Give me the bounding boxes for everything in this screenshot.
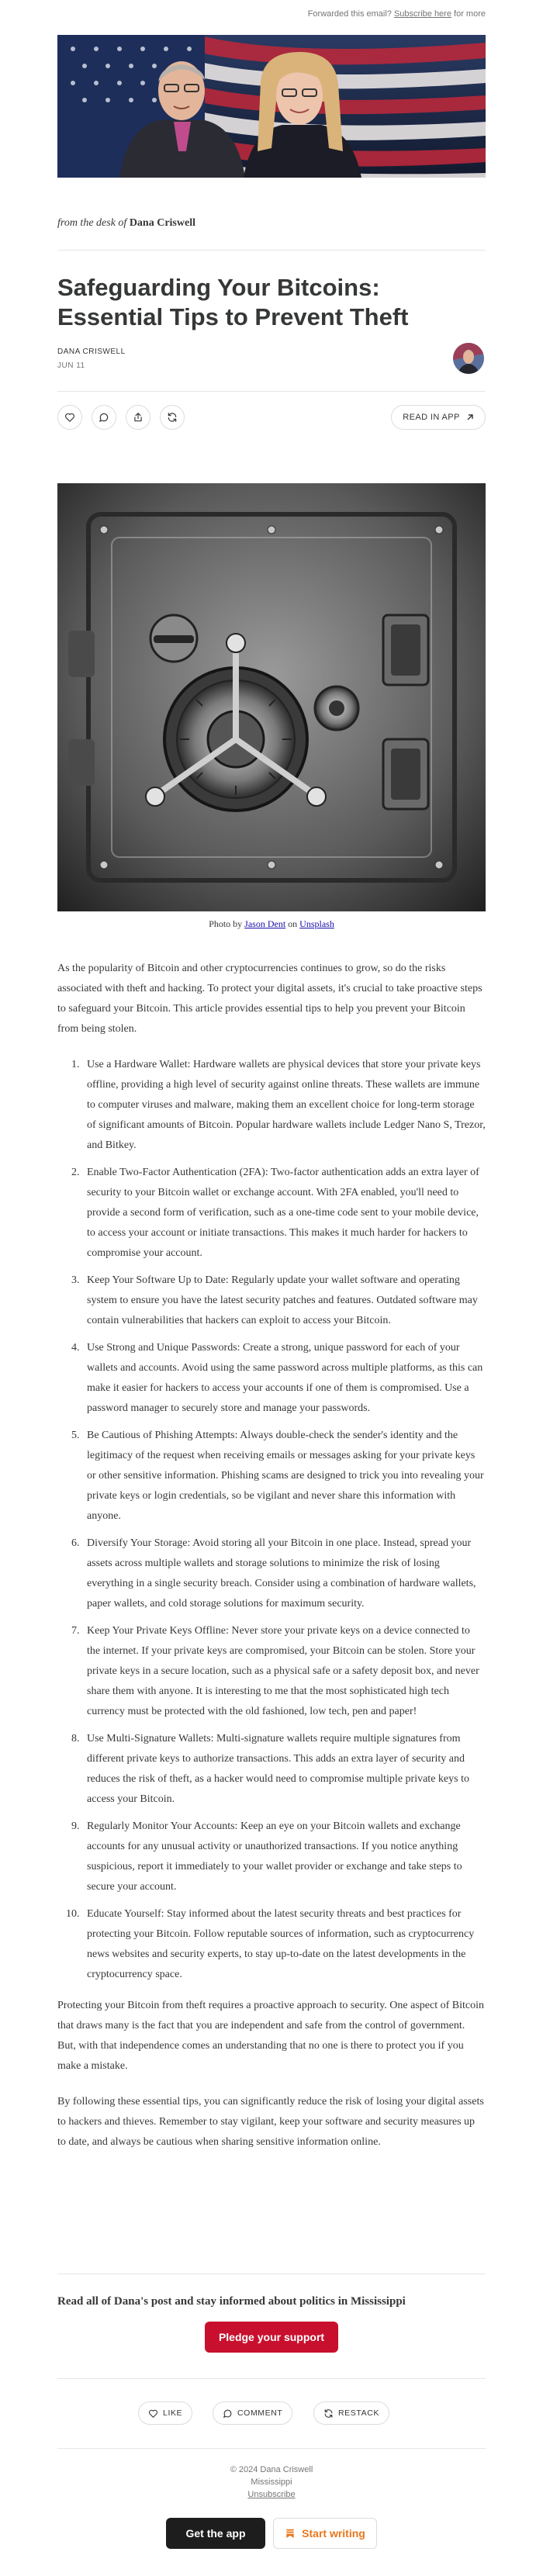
comment-icon xyxy=(223,2408,233,2419)
subscribe-link[interactable]: Subscribe here xyxy=(393,9,451,19)
from-prefix: from the desk of xyxy=(57,217,127,229)
heart-icon xyxy=(148,2408,158,2419)
comment-icon-button[interactable] xyxy=(92,405,116,430)
copyright-text: © 2024 Dana Criswell xyxy=(230,2465,313,2474)
caption-prefix: Photo by xyxy=(209,918,243,929)
caption-on: on xyxy=(288,918,298,929)
tip-item: 2. Enable Two-Factor Authentication (2FA): Two-factor authentication adds an extra layer of security to your Bitcoin wallet or exchange account. With 2FA enabled, you'll need to provide a second form of verification, such as a one-time code sent to your mobile device, to access your account or initiate transactions. This makes it much harder for hackers to compromise your account. xyxy=(82,1163,486,1264)
like-label: LIKE xyxy=(163,2408,183,2418)
get-the-app-button[interactable]: Get the app xyxy=(166,2518,265,2549)
comment-icon xyxy=(99,412,109,423)
share-icon-button[interactable] xyxy=(126,405,150,430)
divider xyxy=(57,2273,486,2274)
from-desk-line xyxy=(57,217,195,230)
divider xyxy=(57,250,486,251)
tip-item: 5. Be Cautious of Phishing Attempts: Always double-check the sender's identity and the legitimacy of the request when receiving emails or messages asking for your private keys or other sensitive information. Phishing scams are designed to trick you into revealing your private keys or login credentials, so be vigilant and never share this information with anyone. xyxy=(82,1426,486,1527)
like-icon-button[interactable] xyxy=(57,405,82,430)
comment-button[interactable] xyxy=(213,2401,292,2425)
post-author[interactable]: DANA CRISWELL xyxy=(57,348,126,356)
tip-item: 10. Educate Yourself: Stay informed about the latest security threats and best practices for protecting your Bitcoin. Follow reputable sources of information, such as cryptocurrency news websites and security experts, to stay up-to-date on the latest developments in the cryptocurrency space. xyxy=(82,1904,486,1985)
forward-suffix: for more xyxy=(454,9,486,19)
author-avatar[interactable] xyxy=(453,343,484,374)
like-button[interactable] xyxy=(138,2401,192,2425)
photo-caption xyxy=(57,918,486,930)
restack-icon xyxy=(167,412,178,423)
header-photo xyxy=(57,35,486,178)
body-paragraph: Protecting your Bitcoin from theft requires a proactive approach to security. One aspect of Bitcoin that draws many is the fact that you are independent and safe from the control of government. But, with that independence comes an understanding that no one is there to protect you if you make a mistake. xyxy=(57,2000,484,2072)
divider xyxy=(57,2378,486,2379)
tip-item: 1. Use a Hardware Wallet: Hardware wallets are physical devices that store your private keys offline, providing a high level of security against online threats. These wallets are immune to computer viruses and malware, making them an excellent choice for long-term storage of significant amounts of Bitcoin. Popular hardware wallets include Ledger Nano S, Trezor, and Bitkey. xyxy=(82,1055,486,1156)
divider xyxy=(57,2448,486,2449)
read-in-app-button[interactable] xyxy=(391,405,486,430)
location-text: Mississippi xyxy=(251,2477,292,2487)
body-paragraph: By following these essential tips, you can significantly reduce the risk of losing your digital assets to hackers and thieves. Remember to stay vigilant, keep your software and security measures up to date, and always be cautious when sharing sensitive information online. xyxy=(57,2096,484,2148)
substack-logo-icon xyxy=(285,2528,296,2539)
tips-list xyxy=(57,1055,486,1985)
post-title[interactable]: Safeguarding Your Bitcoins: Essential Tips to Prevent Theft xyxy=(57,274,409,330)
intro-paragraph: As the popularity of Bitcoin and other cryptocurrencies continues to grow, so do the risks associated with theft and hacking. To protect your digital assets, it's crucial to take proactive steps to safeguard your Bitcoin. This article provides essential tips to help you prevent your Bitcoin from being stolen. xyxy=(57,963,482,1035)
from-author: Dana Criswell xyxy=(129,217,195,229)
tip-item: 8. Use Multi-Signature Wallets: Multi-signature wallets require multiple signatures from different private keys to authorize transactions. This adds an extra layer of security and reduces the risk of theft, as a hacker would need to compromise multiple private keys to access your Bitcoin. xyxy=(82,1729,486,1810)
read-in-app-label: READ IN APP xyxy=(403,413,460,422)
arrow-up-right-icon xyxy=(466,413,474,421)
subscribe-cta-text: Read all of Dana's post and stay informed about politics in Mississippi xyxy=(57,2295,406,2308)
vault-door-photo[interactable] xyxy=(57,483,486,911)
article-body xyxy=(57,959,486,2168)
share-icon xyxy=(133,412,144,423)
tip-item: 7. Keep Your Private Keys Offline: Never store your private keys on a device connected to the internet. If your private keys are compromised, your Bitcoin can be stolen. Store your private keys in a secure location, such as a physical safe or a safety deposit box, and never share them with anyone. It is interesting to me that the most sophisticated high tech currency must be protected with the old fashioned, low tech, pen and paper! xyxy=(82,1621,486,1722)
post-date: JUN 11 xyxy=(57,361,85,370)
forward-text: Forwarded this email? xyxy=(307,9,392,19)
unsplash-link[interactable]: Unsplash xyxy=(299,918,334,929)
restack-button[interactable] xyxy=(313,2401,389,2425)
pledge-support-button[interactable]: Pledge your support xyxy=(205,2322,338,2353)
start-writing-label: Start writing xyxy=(302,2527,365,2540)
restack-icon-button[interactable] xyxy=(160,405,185,430)
tip-item: 9. Regularly Monitor Your Accounts: Keep an eye on your Bitcoin wallets and exchange accounts for any unusual activity or unauthorized transactions. If you notice anything suspicious, report it immediately to your wallet provider or exchange and take steps to secure your account. xyxy=(82,1817,486,1897)
restack-icon xyxy=(323,2408,334,2419)
start-writing-button[interactable] xyxy=(273,2518,377,2549)
unsubscribe-link[interactable]: Unsubscribe xyxy=(247,2490,296,2499)
heart-icon xyxy=(64,412,75,423)
comment-label: COMMENT xyxy=(237,2408,283,2418)
tip-item: 3. Keep Your Software Up to Date: Regularly update your wallet software and operating system to ensure you have the latest security patches and features. Outdated software may contain vulnerabilities that hackers can exploit to access your Bitcoin. xyxy=(82,1271,486,1331)
forward-notice xyxy=(0,9,486,19)
divider xyxy=(57,391,486,392)
tip-item: 6. Diversify Your Storage: Avoid storing all your Bitcoin in one place. Instead, spread your assets across multiple wallets and storage solutions to minimize the risk of losing everything in a single security breach. Consider using a combination of hardware wallets, paper wallets, and cold storage solutions for maximum security. xyxy=(82,1533,486,1614)
tip-item: 4. Use Strong and Unique Passwords: Create a strong, unique password for each of your wallets and accounts. Avoid using the same password across multiple platforms, as this can make it easier for hackers to access your accounts if one of them is compromised. Use a password manager to securely store and manage your passwords. xyxy=(82,1338,486,1419)
restack-label: RESTACK xyxy=(338,2408,380,2418)
email-footer xyxy=(57,2464,486,2501)
photographer-link[interactable]: Jason Dent xyxy=(244,918,286,929)
